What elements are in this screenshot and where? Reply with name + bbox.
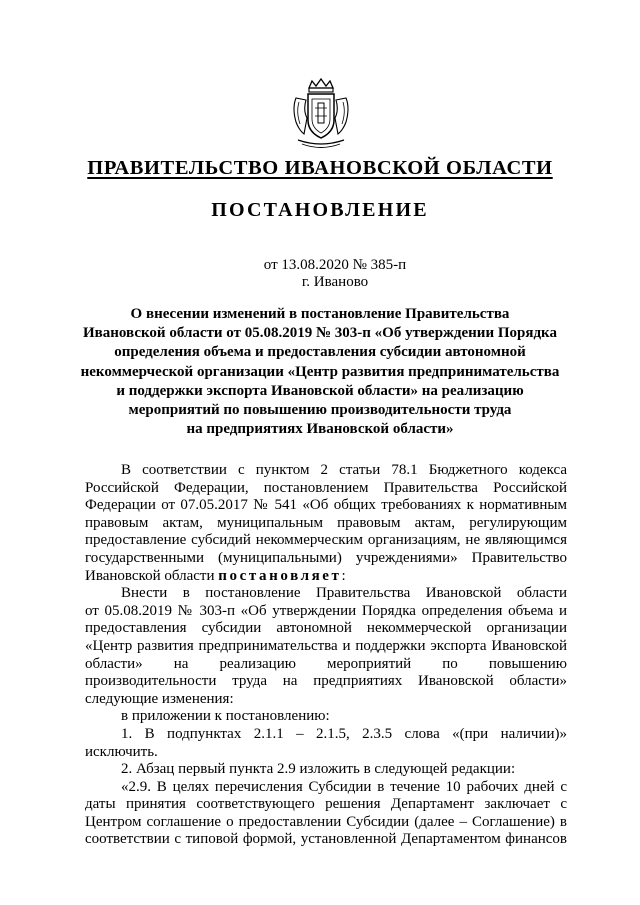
body-line: правовым актам, муниципальным правовым актам, регулирующим <box>85 514 567 531</box>
document-subject <box>70 305 570 439</box>
body-line: соответствии с типовой формой, установленной Департаментом финансов <box>85 831 567 848</box>
body-line: «2.9. В целях перечисления Субсидии в течение 10 рабочих дней с <box>121 778 567 795</box>
body-line: Российской Федерации, постановлением Правительства Российской <box>85 479 567 496</box>
body-line: предоставления субсидии автономной некоммерческой организации <box>85 620 567 637</box>
body-line: 1. В подпунктах 2.1.1 – 2.1.5, 2.3.5 слова «(при наличии)» <box>121 725 567 742</box>
subject-line: Ивановской области от 05.08.2019 № 303-п «Об утверждении Порядка <box>83 325 557 342</box>
body-line: Внести в постановление Правительства Ивановской области <box>121 585 567 602</box>
body-line: области» на реализацию мероприятий по повышению <box>85 655 567 672</box>
body-line: 2. Абзац первый пункта 2.9 изложить в следующей редакции: <box>121 761 516 778</box>
document-body <box>85 462 567 849</box>
body-line <box>85 568 567 586</box>
body-line: следующие изменения: <box>85 690 234 707</box>
subject-line: и поддержки экспорта Ивановской области» на реализацию <box>116 382 524 399</box>
body-text-fragment: : <box>341 567 346 584</box>
subject-line: некоммерческой организации «Центр развития предпринимательства <box>80 363 560 380</box>
body-text-fragment: Ивановской области <box>85 567 219 584</box>
subject-line: О внесении изменений в постановление Правительства <box>130 306 510 322</box>
body-line: Федерации от 07.05.2017 № 541 «Об общих требованиях к нормативным <box>85 497 567 514</box>
coat-of-arms-emblem <box>290 78 352 152</box>
body-line: предоставление субсидий некоммерческим организациям, не являющимся <box>85 532 567 549</box>
city-name: г. Иваново <box>301 274 369 290</box>
document-type-heading: ПОСТАНОВЛЕНИЕ <box>211 199 429 221</box>
subject-line: мероприятий по повышению производительности труда <box>128 402 512 419</box>
body-line: В соответствии с пунктом 2 статьи 78.1 Бюджетного кодекса <box>121 462 567 478</box>
subject-line: определения объема и предоставления субсидии автономной <box>114 344 526 361</box>
resolve-word: постановляет <box>218 567 342 584</box>
body-line: от 05.08.2019 № 303-п «Об утверждении Порядка определения объема и <box>85 602 567 619</box>
body-line: производительности труда на предприятиях Ивановской области» <box>85 673 567 690</box>
body-line: Центром соглашение о предоставлении Субсидии (далее – Соглашение) в <box>85 813 567 830</box>
body-line: исключить. <box>85 743 158 760</box>
body-line: в приложении к постановлению: <box>121 708 330 725</box>
body-line: «Центр развития предпринимательства и поддержки экспорта Ивановской <box>85 637 567 654</box>
government-title: ПРАВИТЕЛЬСТВО ИВАНОВСКОЙ ОБЛАСТИ <box>87 157 553 179</box>
date-and-number: от 13.08.2020 № 385-п <box>263 257 407 273</box>
body-line: даты принятия соответствующего решения Департамент заключает с <box>85 796 567 813</box>
subject-line: на предприятиях Ивановской области» <box>186 421 454 438</box>
body-line: государственными (муниципальными) учреждениями» Правительство <box>85 549 567 566</box>
